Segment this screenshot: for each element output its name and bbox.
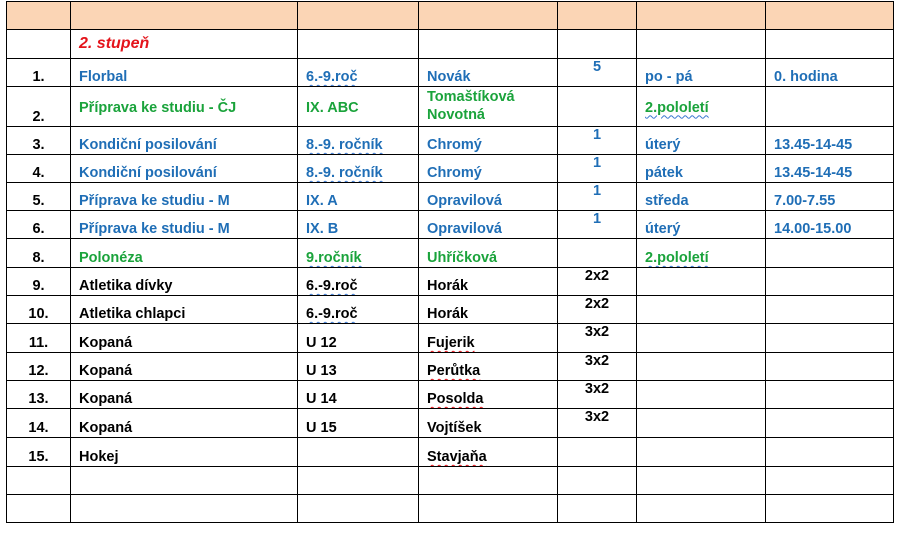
day-cell — [637, 296, 766, 324]
time-cell — [766, 87, 894, 127]
teacher-name — [419, 381, 558, 409]
row-number: 13. — [7, 381, 71, 409]
grade-text: 9.ročník — [306, 250, 362, 266]
activity-name: Atletika chlapci — [71, 296, 298, 324]
grade-cell — [298, 59, 419, 87]
teacher-line: Tomaštíková — [427, 89, 515, 105]
grade-cell: U 12 — [298, 324, 419, 353]
count-text: 5 — [592, 59, 602, 75]
count-text: 3x2 — [584, 409, 610, 425]
count-cell — [558, 381, 637, 409]
table-row — [7, 381, 894, 409]
grade-text: 8.-9. ročník — [306, 165, 383, 181]
day-text: 2.pololetí — [645, 99, 709, 116]
day-cell: pátek — [637, 155, 766, 183]
header-cell — [637, 2, 766, 30]
teacher-name: Opravilová — [419, 183, 558, 211]
activity-text: Příprava ke studiu - ČJ — [79, 99, 237, 116]
table-row — [7, 409, 894, 438]
empty-cell — [558, 467, 637, 495]
row-number: 9. — [7, 268, 71, 296]
day-cell — [637, 324, 766, 353]
table-row — [7, 211, 894, 239]
day-cell — [637, 239, 766, 268]
grade-text: 6.-9.roč — [306, 69, 358, 85]
empty-cell — [766, 467, 894, 495]
row-number: 8. — [7, 239, 71, 268]
row-number: 11. — [7, 324, 71, 353]
activity-name: Hokej — [71, 438, 298, 467]
day-cell — [637, 268, 766, 296]
row-number: 15. — [7, 438, 71, 467]
day-cell — [637, 381, 766, 409]
table-row — [7, 324, 894, 353]
empty-cell — [637, 30, 766, 59]
count-cell — [558, 296, 637, 324]
grade-cell: U 13 — [298, 353, 419, 381]
row-number: 4. — [7, 155, 71, 183]
grade-cell — [298, 155, 419, 183]
time-cell — [766, 268, 894, 296]
count-cell — [558, 183, 637, 211]
header-row — [7, 2, 894, 30]
header-cell — [71, 2, 298, 30]
count-text: 2x2 — [584, 296, 610, 312]
empty-cell — [298, 30, 419, 59]
teacher-name: Chromý — [419, 127, 558, 155]
count-cell — [558, 127, 637, 155]
grade-cell: U 15 — [298, 409, 419, 438]
day-cell — [637, 87, 766, 127]
section-title — [71, 30, 298, 59]
empty-cell — [298, 495, 419, 523]
empty-cell — [419, 467, 558, 495]
activity-name: Kopaná — [71, 381, 298, 409]
teacher-text: Perůtka — [427, 363, 481, 379]
table-row — [7, 268, 894, 296]
empty-row — [7, 495, 894, 523]
time-cell: 7.00-7.55 — [766, 183, 894, 211]
table-row — [7, 155, 894, 183]
teacher-name — [419, 87, 558, 127]
activity-name: Polonéza — [71, 239, 298, 268]
row-number: 2. — [7, 87, 71, 127]
time-cell: 13.45-14-45 — [766, 155, 894, 183]
table-row — [7, 438, 894, 467]
count-text: 2x2 — [584, 268, 610, 284]
activity-name: Kopaná — [71, 324, 298, 353]
time-cell — [766, 409, 894, 438]
table-row — [7, 183, 894, 211]
count-text: 1 — [592, 211, 602, 227]
empty-cell — [637, 495, 766, 523]
count-text: 3x2 — [584, 324, 610, 340]
day-cell — [637, 438, 766, 467]
empty-cell — [766, 30, 894, 59]
table-row — [7, 87, 894, 127]
count-cell — [558, 211, 637, 239]
grade-cell — [298, 268, 419, 296]
teacher-line: Novotná — [427, 107, 485, 123]
header-cell — [766, 2, 894, 30]
table-row — [7, 296, 894, 324]
grade-cell — [298, 87, 419, 127]
header-cell — [419, 2, 558, 30]
day-cell — [637, 409, 766, 438]
grade-text: 6.-9.roč — [306, 278, 358, 294]
grade-cell — [298, 127, 419, 155]
empty-cell — [419, 495, 558, 523]
activities-table — [6, 1, 894, 523]
count-cell — [558, 353, 637, 381]
day-cell: středa — [637, 183, 766, 211]
header-cell — [298, 2, 419, 30]
empty-cell — [7, 30, 71, 59]
teacher-name — [419, 438, 558, 467]
count-cell — [558, 155, 637, 183]
teacher-name — [419, 324, 558, 353]
row-number: 1. — [7, 59, 71, 87]
grade-cell: IX. A — [298, 183, 419, 211]
time-cell — [766, 324, 894, 353]
empty-cell — [558, 30, 637, 59]
day-cell — [637, 353, 766, 381]
teacher-text: Fujerik — [427, 335, 475, 351]
time-cell — [766, 353, 894, 381]
empty-cell — [637, 467, 766, 495]
empty-cell — [7, 495, 71, 523]
section-title-row — [7, 30, 894, 59]
count-text: 1 — [592, 127, 602, 143]
activity-name: Příprava ke studiu - M — [71, 211, 298, 239]
empty-cell — [766, 495, 894, 523]
activity-name: Kopaná — [71, 353, 298, 381]
empty-cell — [298, 467, 419, 495]
row-number: 14. — [7, 409, 71, 438]
teacher-name: Horák — [419, 296, 558, 324]
count-cell — [558, 87, 637, 127]
time-cell: 13.45-14-45 — [766, 127, 894, 155]
header-cell — [7, 2, 71, 30]
grade-text: IX. ABC — [306, 99, 359, 116]
teacher-name — [419, 353, 558, 381]
empty-cell — [71, 467, 298, 495]
day-cell: úterý — [637, 211, 766, 239]
count-text: 3x2 — [584, 353, 610, 369]
row-number: 6. — [7, 211, 71, 239]
teacher-name: Novák — [419, 59, 558, 87]
teacher-text: Stavjaňa — [427, 449, 487, 465]
time-cell — [766, 381, 894, 409]
grade-cell — [298, 239, 419, 268]
empty-cell — [419, 30, 558, 59]
grade-cell — [298, 438, 419, 467]
time-cell — [766, 239, 894, 268]
activity-name — [71, 87, 298, 127]
count-text: 3x2 — [584, 381, 610, 397]
day-text: 2.pololetí — [645, 250, 709, 266]
count-text: 1 — [592, 183, 602, 199]
activity-name: Florbal — [71, 59, 298, 87]
teacher-name: Opravilová — [419, 211, 558, 239]
count-cell — [558, 324, 637, 353]
empty-row — [7, 467, 894, 495]
time-cell — [766, 296, 894, 324]
count-cell — [558, 268, 637, 296]
activity-name: Kopaná — [71, 409, 298, 438]
grade-text: 8.-9. ročník — [306, 137, 383, 153]
time-cell — [766, 438, 894, 467]
grade-text: 6.-9.roč — [306, 306, 358, 322]
empty-cell — [558, 495, 637, 523]
activity-name: Kondiční posilování — [71, 127, 298, 155]
teacher-name: Vojtíšek — [419, 409, 558, 438]
table-row — [7, 59, 894, 87]
teacher-name: Horák — [419, 268, 558, 296]
table-row — [7, 353, 894, 381]
grade-cell: IX. B — [298, 211, 419, 239]
count-cell — [558, 438, 637, 467]
grade-cell: U 14 — [298, 381, 419, 409]
row-number: 12. — [7, 353, 71, 381]
count-text: 1 — [592, 155, 602, 171]
count-cell — [558, 59, 637, 87]
count-cell — [558, 409, 637, 438]
teacher-name: Chromý — [419, 155, 558, 183]
activity-name: Kondiční posilování — [71, 155, 298, 183]
activity-name: Atletika dívky — [71, 268, 298, 296]
empty-cell — [7, 467, 71, 495]
row-number: 5. — [7, 183, 71, 211]
time-cell: 14.00-15.00 — [766, 211, 894, 239]
header-cell — [558, 2, 637, 30]
activity-name: Příprava ke studiu - M — [71, 183, 298, 211]
grade-cell — [298, 296, 419, 324]
section-title-text: 2. stupeň — [79, 34, 150, 52]
empty-cell — [71, 495, 298, 523]
day-cell: po - pá — [637, 59, 766, 87]
row-number: 10. — [7, 296, 71, 324]
teacher-text: Posolda — [427, 391, 484, 407]
table-row — [7, 239, 894, 268]
count-cell — [558, 239, 637, 268]
table-row — [7, 127, 894, 155]
day-cell: úterý — [637, 127, 766, 155]
row-number: 3. — [7, 127, 71, 155]
time-cell: 0. hodina — [766, 59, 894, 87]
teacher-name: Uhříčková — [419, 239, 558, 268]
